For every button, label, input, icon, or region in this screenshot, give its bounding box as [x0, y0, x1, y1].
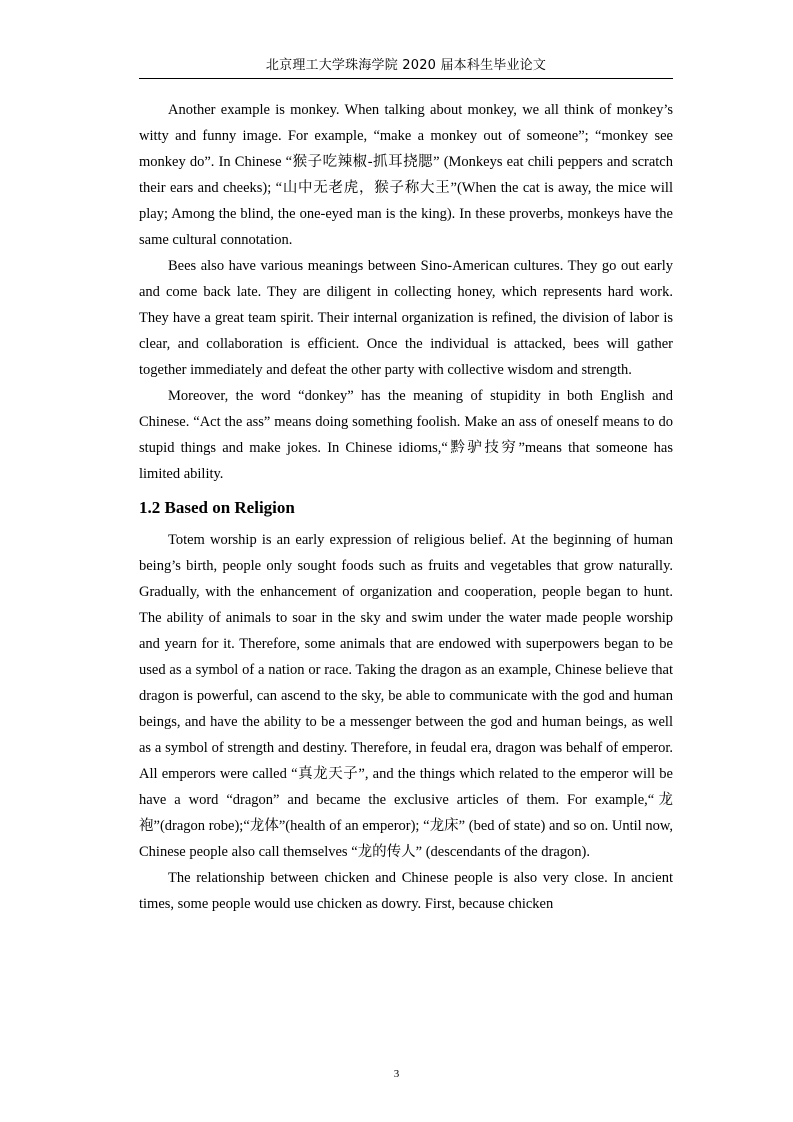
paragraph-totem-worship: Totem worship is an early expression of religious belief. At the beginning of human being’s birth, people only sought foods such as fruits and vegetables that grow naturally. Gradually, with the enhancement of organization and cooperation, people began to hunt. The ability of animals to soar in the sky and swim under the water made people worship and yearn for it. Therefore, some animals that are endowed with superpowers began to be used as a symbol of a nation or race. Taking the dragon as an example, Chinese believe that dragon is powerful, can ascend to the sky, be able to communicate with the god and human beings, and have the ability to be a messenger between the god and human beings, as well as a symbol of strength and destiny. Therefore, in feudal era, dragon was behalf of emperor. All emperors were called “真龙天子”, and the things which related to the emperor will be have a word “dragon” and became the exclusive articles of them. For example,“龙袍”(dragon robe);“龙体”(health of an emperor); “龙床” (bed of state) and so on. Until now, Chinese people also call themselves “龙的传人” (descendants of the dragon).: [139, 532, 673, 860]
page-number: 3: [393, 1068, 400, 1080]
body-text: [139, 97, 673, 917]
running-header: 北京理工大学珠海学院 2020 届本科生毕业论文: [139, 58, 673, 79]
paragraph-donkey: Moreover, the word “donkey” has the meaning of stupidity in both English and Chinese. “Act the ass” means doing something foolish. Make an ass of oneself means to do stupid things and make jokes. In Chinese idioms,“黔驴技穷”means that someone has limited ability.: [139, 388, 673, 482]
paragraph-monkey: Another example is monkey. When talking about monkey, we all think of monkey’s witty and funny image. For example, “make a monkey out of someone”; “monkey see monkey do”. In Chinese “猴子吃辣椒-抓耳挠腮” (Monkeys eat chili peppers and scratch their ears and cheeks); “山中无老虎，猴子称大王”(When the cat is away, the mice will play; Among the blind, the one-eyed man is the king). In these proverbs, monkeys have the same cultural connotation.: [139, 102, 673, 248]
section-heading: 1.2 Based on Religion: [139, 498, 295, 517]
paragraph-chicken: The relationship between chicken and Chinese people is also very close. In ancient times, some people would use chicken as dowry. First, because chicken: [139, 870, 673, 912]
paragraph-bees: Bees also have various meanings between Sino-American cultures. They go out early and come back late. They are diligent in collecting honey, which represents hard work. They have a great team spirit. Their internal organization is refined, the division of labor is clear, and collaboration is efficient. Once the individual is attacked, bees will gather together immediately and defeat the other party with collective wisdom and strength.: [139, 258, 673, 378]
